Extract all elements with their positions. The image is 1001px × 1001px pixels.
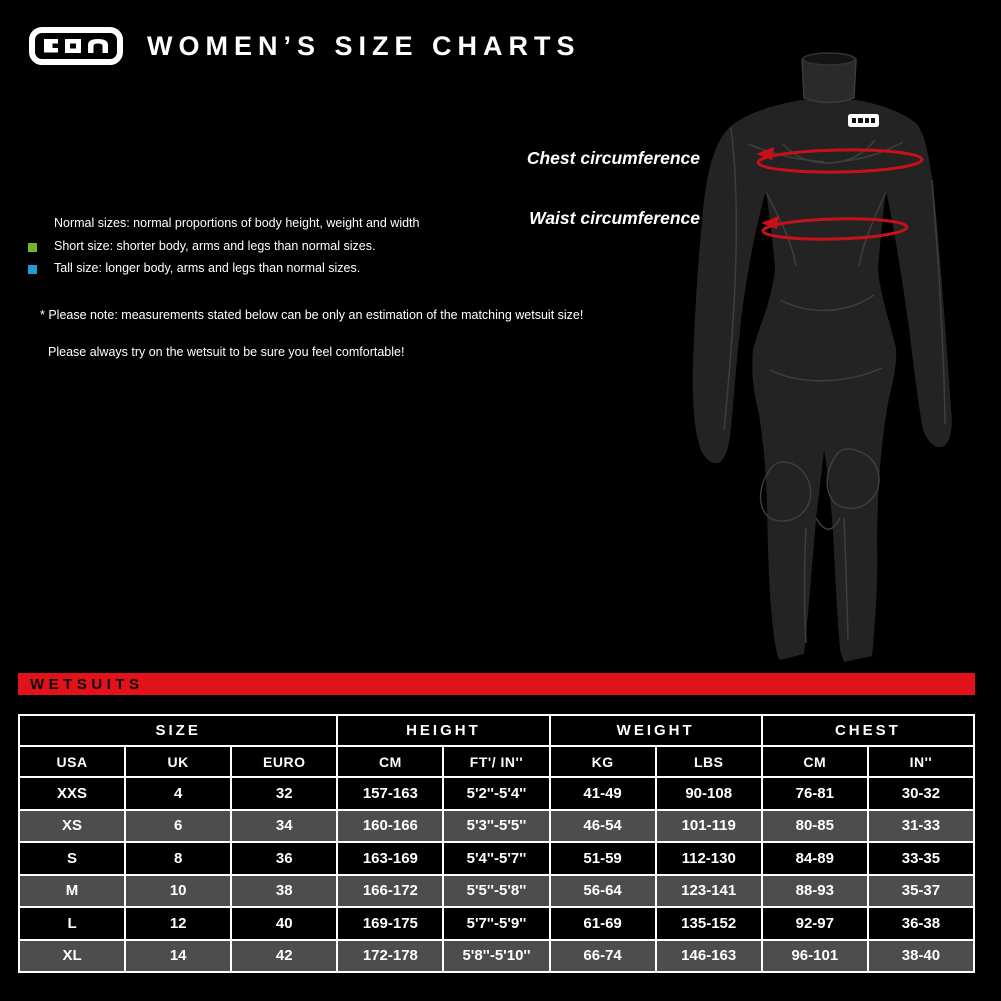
table-cell: 5'7''-5'9'' — [443, 907, 549, 940]
table-cell: 6 — [125, 810, 231, 843]
table-cell: 42 — [231, 940, 337, 973]
table-cell: 56-64 — [550, 875, 656, 908]
table-cell: 14 — [125, 940, 231, 973]
legend-text: Short size: shorter body, arms and legs than normal sizes. — [54, 238, 376, 253]
table-cell: 40 — [231, 907, 337, 940]
wetsuits-banner — [18, 673, 975, 695]
column-header: EURO — [231, 746, 337, 777]
column-group-height: HEIGHT — [337, 715, 549, 746]
column-header: LBS — [656, 746, 762, 777]
table-cell: M — [19, 875, 125, 908]
column-group-size: SIZE — [19, 715, 337, 746]
table-cell: L — [19, 907, 125, 940]
wetsuit-figure — [620, 48, 1000, 670]
table-cell: 10 — [125, 875, 231, 908]
table-cell: 36-38 — [868, 907, 974, 940]
table-cell: 5'2''-5'4'' — [443, 777, 549, 810]
table-cell: 112-130 — [656, 842, 762, 875]
column-header: FT'/ IN'' — [443, 746, 549, 777]
table-cell: 172-178 — [337, 940, 443, 973]
table-row-xl — [19, 940, 974, 973]
column-group-weight: WEIGHT — [550, 715, 762, 746]
table-cell: 61-69 — [550, 907, 656, 940]
table-cell: 12 — [125, 907, 231, 940]
table-row-xs — [19, 810, 974, 843]
table-cell: 4 — [125, 777, 231, 810]
table-cell: XL — [19, 940, 125, 973]
size-legend — [26, 215, 419, 283]
note-estimation: * Please note: measurements stated below can be only an estimation of the matching wetsuit size! — [40, 308, 584, 322]
column-header: IN'' — [868, 746, 974, 777]
table-cell: 101-119 — [656, 810, 762, 843]
table-cell: 157-163 — [337, 777, 443, 810]
table-cell: 92-97 — [762, 907, 868, 940]
column-header: CM — [337, 746, 443, 777]
column-header: UK — [125, 746, 231, 777]
table-cell: 80-85 — [762, 810, 868, 843]
table-cell: 166-172 — [337, 875, 443, 908]
table-cell: 5'5''-5'8'' — [443, 875, 549, 908]
size-table-head — [19, 715, 974, 777]
column-header: CM — [762, 746, 868, 777]
table-cell: 5'8''-5'10'' — [443, 940, 549, 973]
suit-logo-patch — [848, 114, 879, 127]
table-cell: 66-74 — [550, 940, 656, 973]
table-cell: S — [19, 842, 125, 875]
table-cell: 169-175 — [337, 907, 443, 940]
table-cell: 41-49 — [550, 777, 656, 810]
legend-text: Normal sizes: normal proportions of body height, weight and width — [54, 216, 420, 230]
wetsuits-banner-label: WETSUITS — [30, 676, 144, 693]
legend-item-normal — [26, 215, 419, 238]
table-cell: 76-81 — [762, 777, 868, 810]
table-cell: 96-101 — [762, 940, 868, 973]
size-table-body — [19, 777, 974, 972]
table-cell: 5'4''-5'7'' — [443, 842, 549, 875]
column-header: KG — [550, 746, 656, 777]
column-group-chest: CHEST — [762, 715, 974, 746]
table-cell: 32 — [231, 777, 337, 810]
note-try-on: Please always try on the wetsuit to be sure you feel comfortable! — [48, 345, 405, 359]
table-cell: 146-163 — [656, 940, 762, 973]
table-cell: 34 — [231, 810, 337, 843]
legend-text: Tall size: longer body, arms and legs than normal sizes. — [54, 261, 361, 275]
table-cell: 38-40 — [868, 940, 974, 973]
legend-item-short — [26, 238, 419, 261]
table-cell: 38 — [231, 875, 337, 908]
table-cell: 36 — [231, 842, 337, 875]
table-cell: 160-166 — [337, 810, 443, 843]
page-title: WOMEN’S SIZE CHARTS — [147, 31, 581, 61]
table-cell: 84-89 — [762, 842, 868, 875]
wetsuit-silhouette — [693, 53, 952, 662]
table-row-s — [19, 842, 974, 875]
tall-size-swatch — [28, 265, 37, 274]
table-cell: 31-33 — [868, 810, 974, 843]
table-cell: XS — [19, 810, 125, 843]
wetsuit-size-table — [18, 714, 975, 973]
table-row-m — [19, 875, 974, 908]
table-cell: 35-37 — [868, 875, 974, 908]
ion-logo — [28, 26, 124, 66]
table-cell: 30-32 — [868, 777, 974, 810]
table-cell: 88-93 — [762, 875, 868, 908]
table-cell: 51-59 — [550, 842, 656, 875]
table-cell: 135-152 — [656, 907, 762, 940]
legend-item-tall — [26, 260, 419, 283]
column-header: USA — [19, 746, 125, 777]
waist-circumference-label: Waist circumference — [529, 208, 700, 228]
table-cell: 8 — [125, 842, 231, 875]
table-cell: XXS — [19, 777, 125, 810]
table-cell: 90-108 — [656, 777, 762, 810]
table-cell: 163-169 — [337, 842, 443, 875]
table-cell: 123-141 — [656, 875, 762, 908]
table-cell: 33-35 — [868, 842, 974, 875]
table-row-xxs — [19, 777, 974, 810]
table-cell: 46-54 — [550, 810, 656, 843]
table-cell: 5'3''-5'5'' — [443, 810, 549, 843]
short-size-swatch — [28, 243, 37, 252]
chest-circumference-label: Chest circumference — [526, 148, 700, 168]
table-row-l — [19, 907, 974, 940]
